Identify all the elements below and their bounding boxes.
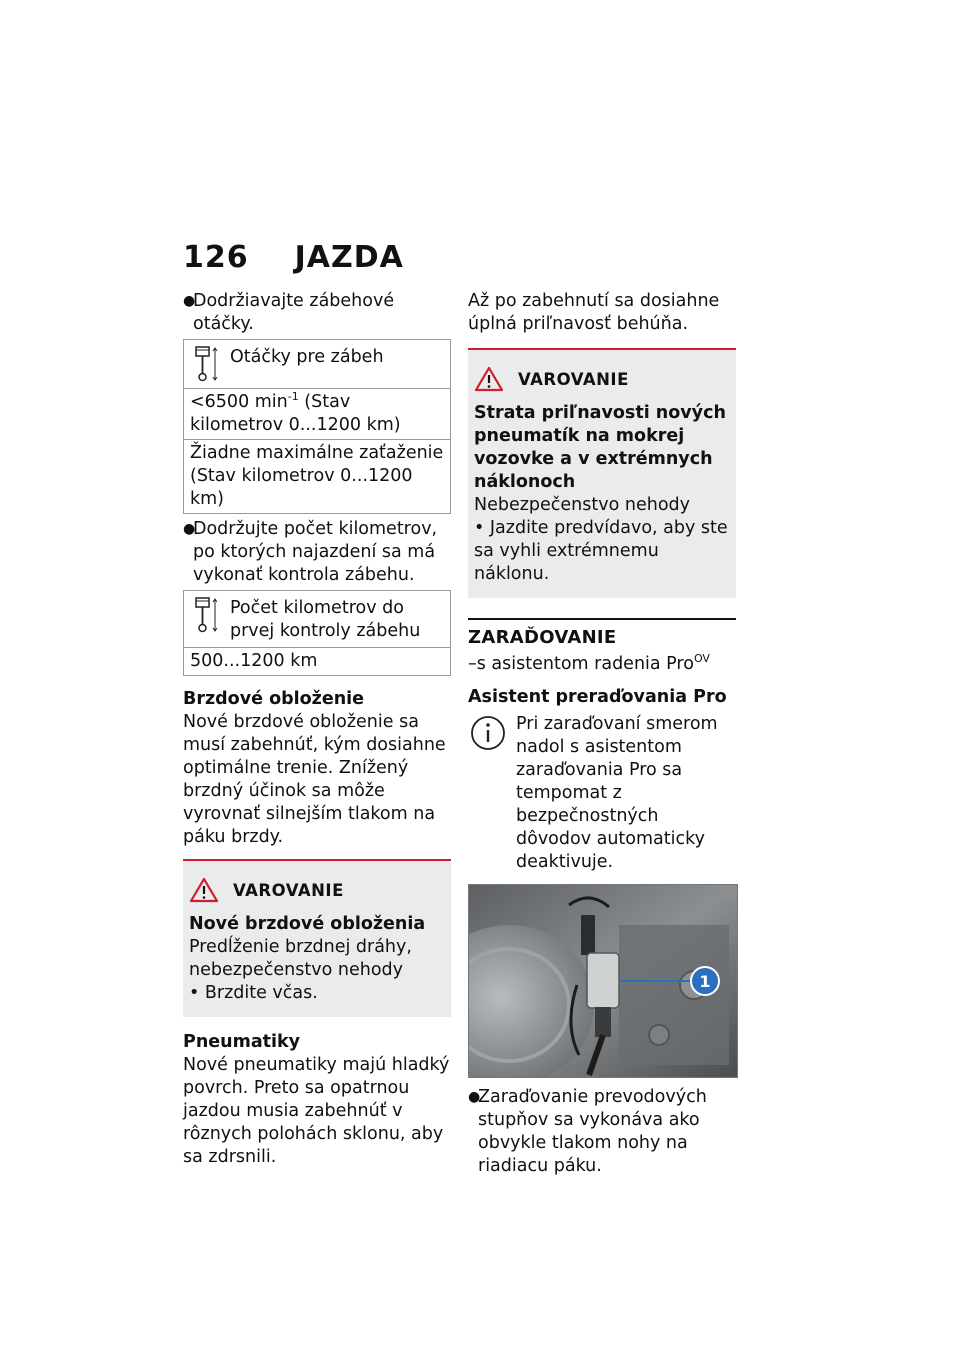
mileage-table	[183, 590, 451, 676]
bullet-icon: ●	[183, 521, 196, 537]
rpm-unit-exponent: -1	[287, 390, 299, 404]
paragraph: Nové pneumatiky majú hladký povrch. Preto sa opatrnou jazdou musia zabehnúť v rôznych polohách sklonu, aby sa zdrsnili.	[183, 1055, 450, 1167]
page-header	[183, 240, 404, 275]
engine-piston-icon	[190, 344, 220, 384]
warning-triangle-icon	[189, 877, 219, 903]
section-heading: Pneumatiky	[183, 1032, 301, 1052]
section-title: ZARAĎOVANIE	[468, 618, 736, 649]
list-item-text: Dodržujte počet kilometrov, po ktorých najazdení sa má vykonať kontrola zábehu.	[193, 519, 438, 585]
engine-piston-icon	[190, 595, 220, 635]
page-number: 126	[183, 240, 249, 275]
warning-box	[468, 348, 736, 598]
info-text: Pri zaraďovaní smerom nadol s asistentom zaraďovania Pro sa tempomat z bezpečnostných dôvodov automaticky deaktivuje.	[516, 714, 718, 872]
section-subtitle-text: –s asistentom radenia Pro	[468, 654, 694, 674]
section-heading: Asistent preraďovania Pro	[468, 687, 727, 707]
warning-subtitle: Nové brzdové obloženia	[189, 914, 426, 934]
shift-assistant-photo	[468, 884, 738, 1078]
load-condition: Žiadne maximálne zaťaženie (Stav kilometrov 0...1200 km)	[190, 443, 444, 509]
bullet-icon: ●	[468, 1089, 481, 1105]
paragraph: Až po zabehnutí sa dosiahne úplná priľnavosť behúňa.	[468, 291, 720, 334]
list-item-text: Dodržiavajte zábehové otáčky.	[193, 291, 395, 334]
photo-callout-number: 1	[699, 972, 711, 991]
warning-title: VAROVANIE	[518, 369, 629, 389]
table-row	[183, 591, 451, 648]
info-note	[468, 713, 736, 874]
section-heading: Brzdové obloženie	[183, 689, 365, 709]
list-item-text: Zaraďovanie prevodových stupňov sa vykonáva ako obvykle tlakom nohy na riadiacu páku.	[478, 1087, 707, 1176]
table-row	[183, 389, 451, 440]
table-title: Otáčky pre zábeh	[230, 347, 384, 367]
table-title: Počet kilometrov do prvej kontroly zábehu	[230, 598, 421, 641]
left-column	[183, 290, 451, 1169]
info-icon	[468, 713, 508, 753]
table-row	[183, 440, 451, 514]
optional-equipment-mark: OV	[693, 652, 710, 666]
rpm-condition: (Stav kilometrov 0...1200 km)	[190, 392, 401, 435]
engine-photo-illustration	[469, 885, 737, 1077]
list-item	[468, 1086, 736, 1178]
warning-text: Nebezpečenstvo nehody	[474, 495, 690, 515]
right-column	[468, 290, 736, 1178]
mileage-value: 500...1200 km	[190, 651, 318, 671]
warning-text: Predĺženie brzdnej dráhy, nebezpečenstvo nehody	[189, 937, 412, 980]
rpm-value: <6500 min	[190, 392, 288, 412]
list-item	[183, 290, 451, 336]
list-item	[183, 518, 451, 587]
warning-triangle-icon	[474, 366, 504, 392]
paragraph: Nové brzdové obloženie sa musí zabehnúť, kým dosiahne optimálne trenie. Znížený brzdný účinok sa môže vyrovnať silnejším tlakom na páku brzdy.	[183, 712, 446, 847]
section-subtitle	[468, 653, 736, 676]
table-row	[183, 648, 451, 676]
warning-bullet: • Jazdite predvídavo, aby ste sa vyhli extrémnemu náklonu.	[474, 518, 728, 584]
warning-box	[183, 859, 451, 1017]
chapter-title: JAZDA	[294, 240, 404, 275]
bullet-icon: ●	[183, 293, 196, 309]
warning-subtitle: Strata priľnavosti nových pneumatík na mokrej vozovke a v extrémnych náklonoch	[474, 403, 726, 492]
warning-title: VAROVANIE	[233, 880, 344, 900]
warning-bullet: • Brzdite včas.	[189, 983, 318, 1003]
table-row	[183, 340, 451, 389]
rpm-table	[183, 339, 451, 514]
